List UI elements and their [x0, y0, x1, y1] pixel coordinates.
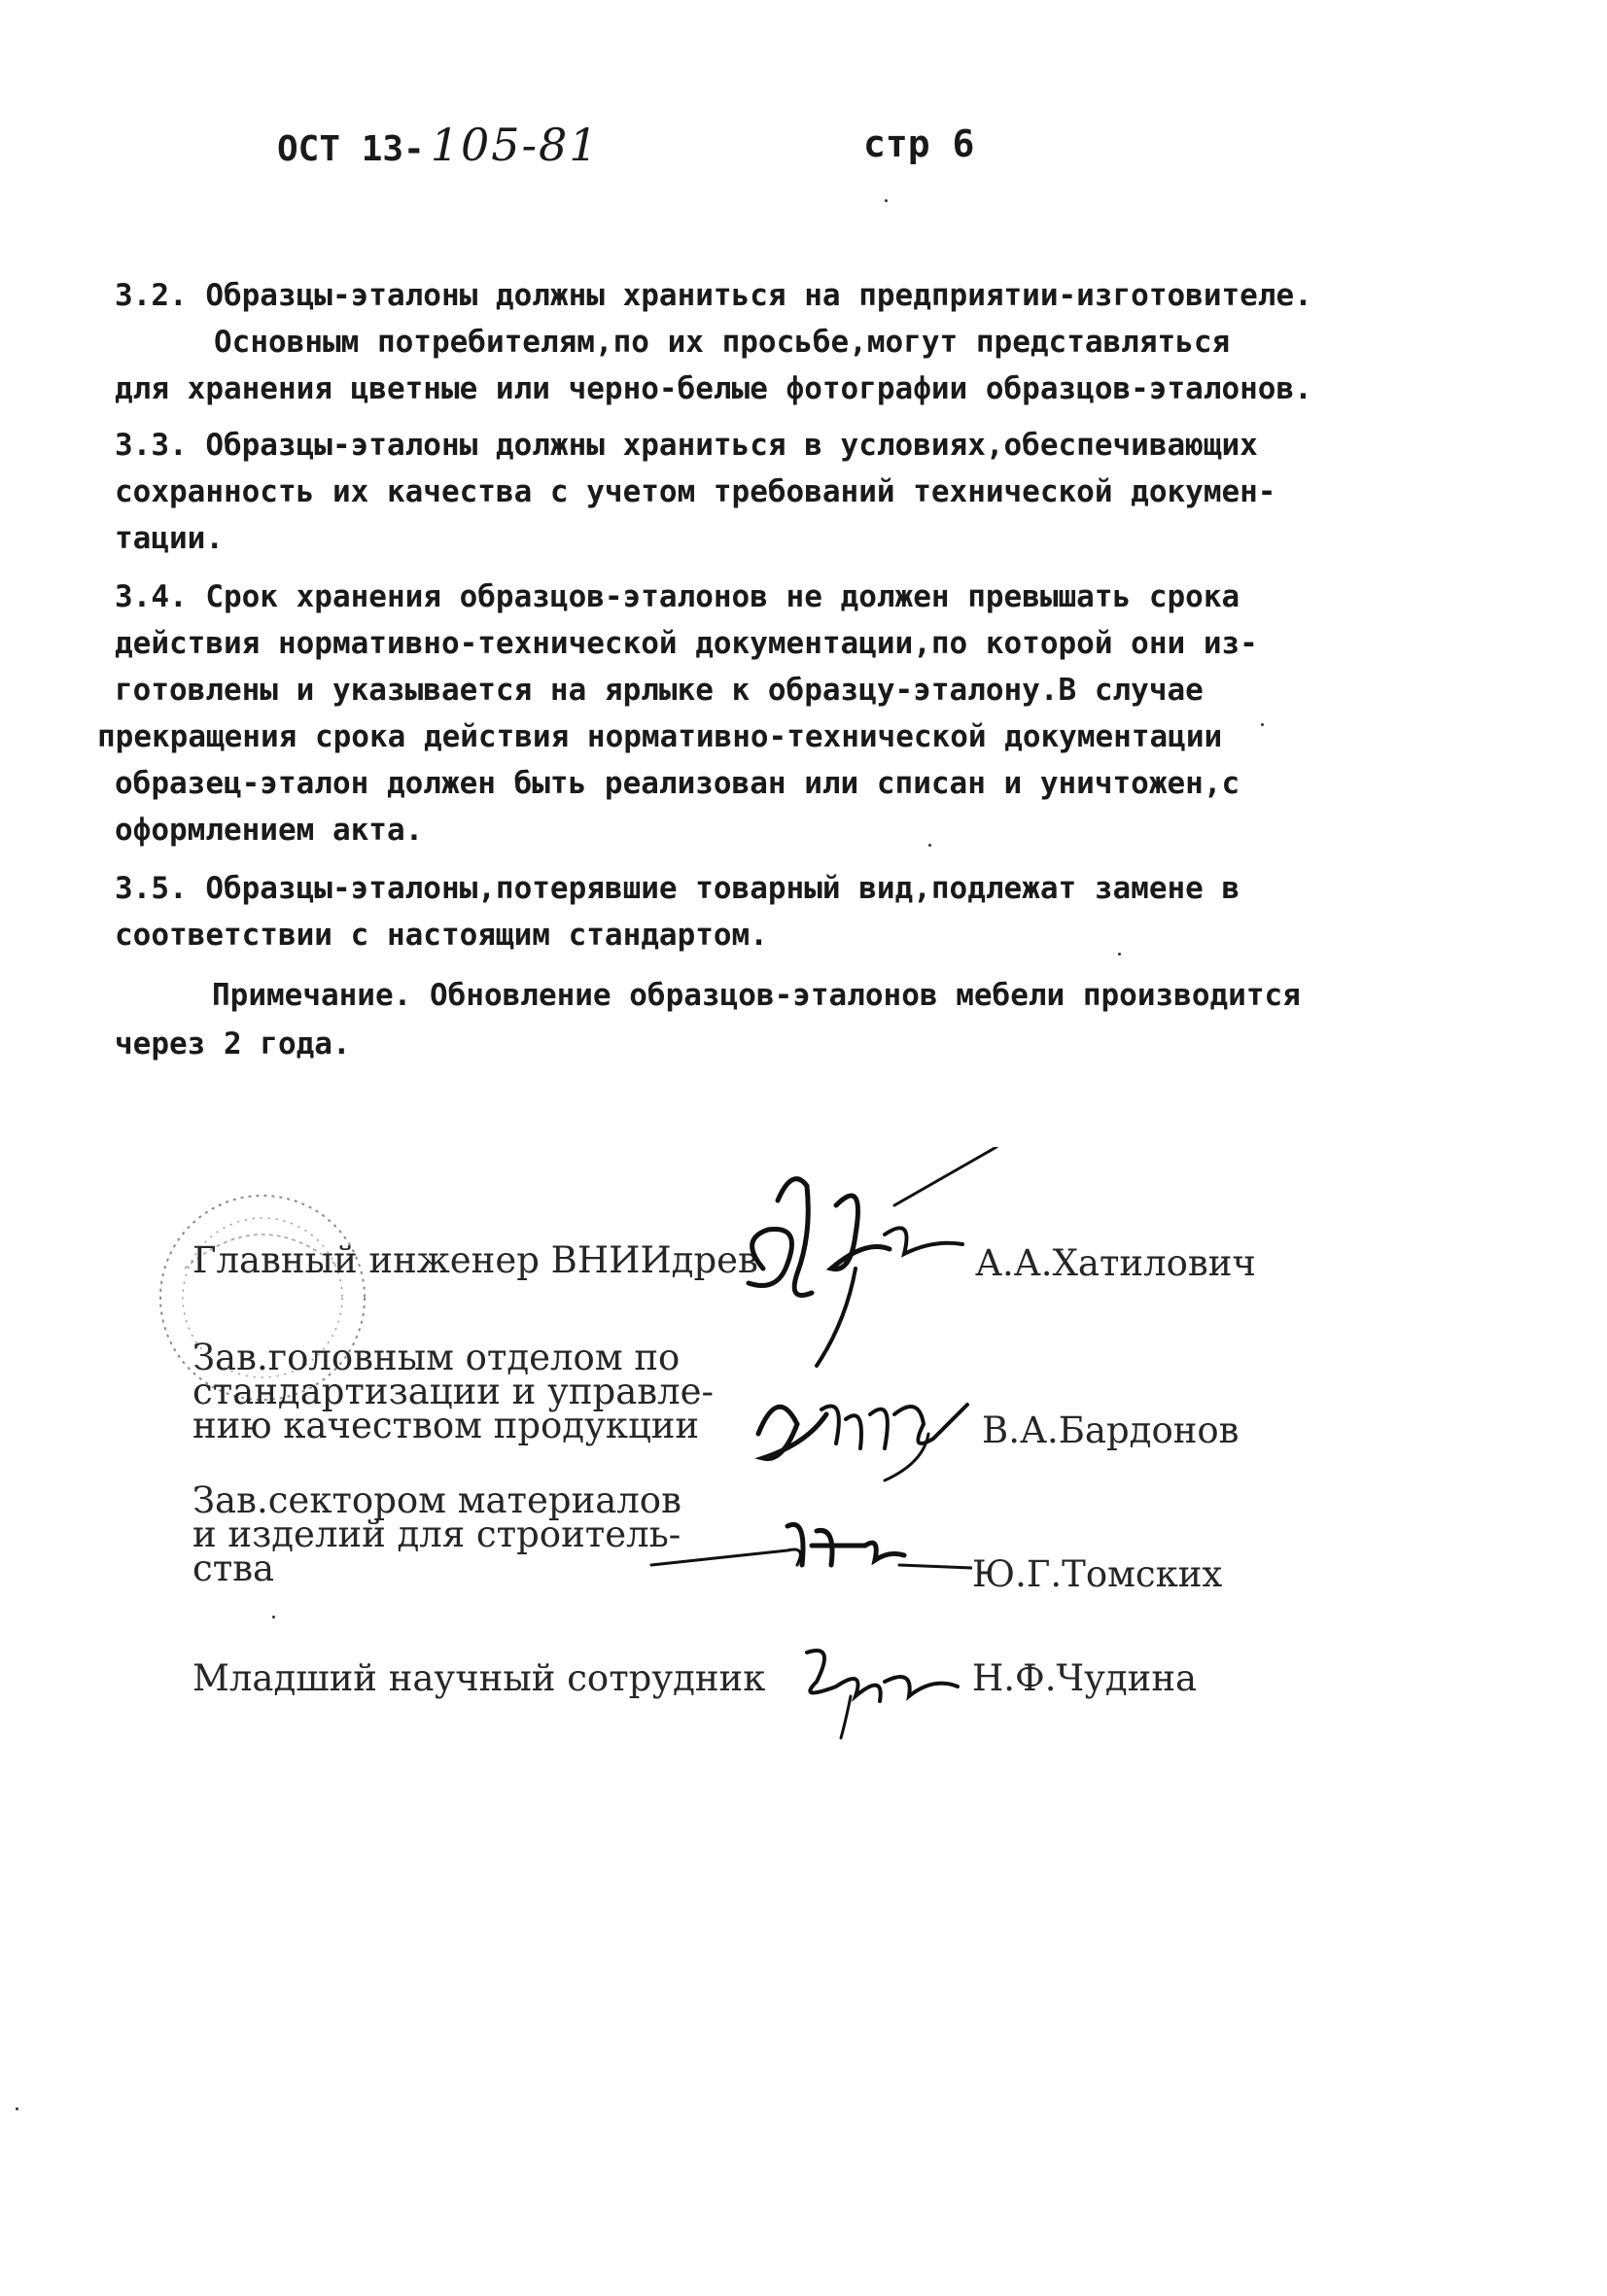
signatory-4-name: Н.Ф.Чудина	[972, 1657, 1198, 1699]
scan-speck	[1261, 723, 1264, 726]
signatory-2-position-line-1: Зав.головным отделом по	[192, 1337, 681, 1378]
paragraph-3-3-line-3: тации.	[115, 521, 224, 556]
scan-speck	[16, 2107, 18, 2110]
paragraph-3-4-line-4: прекращения срока действия нормативно-технической документации	[97, 719, 1223, 754]
signatory-4-position: Младший научный сотрудник	[192, 1657, 766, 1699]
paragraph-3-3-line-2: сохранность их качества с учетом требований технической докумен-	[115, 474, 1276, 509]
scan-speck	[928, 844, 931, 847]
paragraph-3-4-line-3: готовлены и указывается на ярлыке к образцу-эталону.В случае	[115, 673, 1204, 708]
handwritten-signature-2	[739, 1366, 992, 1482]
paragraph-3-3-line-1: 3.3. Образцы-эталоны должны храниться в условиях,обеспечивающих	[115, 428, 1258, 463]
signatory-2-name: В.А.Бардонов	[982, 1409, 1240, 1451]
paragraph-3-2-line-3: для хранения цветные или черно-белые фотографии образцов-эталонов.	[115, 371, 1312, 406]
scan-speck	[885, 199, 888, 202]
signatory-3-position-line-1: Зав.сектором материалов	[192, 1479, 681, 1521]
signatory-3-name: Ю.Г.Томских	[972, 1553, 1223, 1595]
standard-number-handwritten: 105-81	[430, 119, 600, 171]
paragraph-3-2-line-1: 3.2. Образцы-эталоны должны храниться на предприятии-изготовителе.	[115, 278, 1312, 313]
handwritten-signature-3	[642, 1512, 972, 1589]
handwritten-signature-1	[719, 1147, 1011, 1371]
scan-speck	[272, 1616, 275, 1618]
signatory-3-position-line-2: и изделий для строитель-	[192, 1513, 681, 1555]
handwritten-signature-4	[778, 1633, 962, 1740]
signatory-2-position-line-2: стандартизации и управле-	[192, 1371, 715, 1412]
note-line-2: через 2 года.	[115, 1026, 351, 1061]
signatory-1-name: А.А.Хатилович	[975, 1242, 1256, 1284]
standard-number	[277, 119, 600, 171]
paragraph-3-4-line-1: 3.4. Срок хранения образцов-эталонов не должен превышать срока	[115, 579, 1240, 614]
paragraph-3-5-line-2: соответствии с настоящим стандартом.	[115, 918, 768, 953]
signatory-3-position-line-3: ства	[192, 1548, 275, 1589]
scan-speck	[1118, 953, 1121, 956]
note-line-1: Примечание. Обновление образцов-эталонов мебели производится	[212, 978, 1301, 1013]
signatory-2-position-line-3: нию качеством продукции	[192, 1405, 700, 1446]
paragraph-3-4-line-6: оформлением акта.	[115, 813, 424, 848]
signatory-1-position: Главный инженер ВНИИдрев	[192, 1239, 758, 1281]
paragraph-3-4-line-5: образец-эталон должен быть реализован или списан и уничтожен,с	[115, 766, 1240, 801]
paragraph-3-5-line-1: 3.5. Образцы-эталоны,потерявшие товарный вид,подлежат замене в	[115, 871, 1240, 906]
page-number: стр 6	[863, 122, 975, 165]
standard-prefix: ОСТ 13-	[277, 129, 425, 169]
paragraph-3-2-line-2: Основным потребителям,по их просьбе,могут представляться	[214, 325, 1231, 360]
paragraph-3-4-line-2: действия нормативно-технической документации,по которой они из-	[115, 626, 1258, 661]
